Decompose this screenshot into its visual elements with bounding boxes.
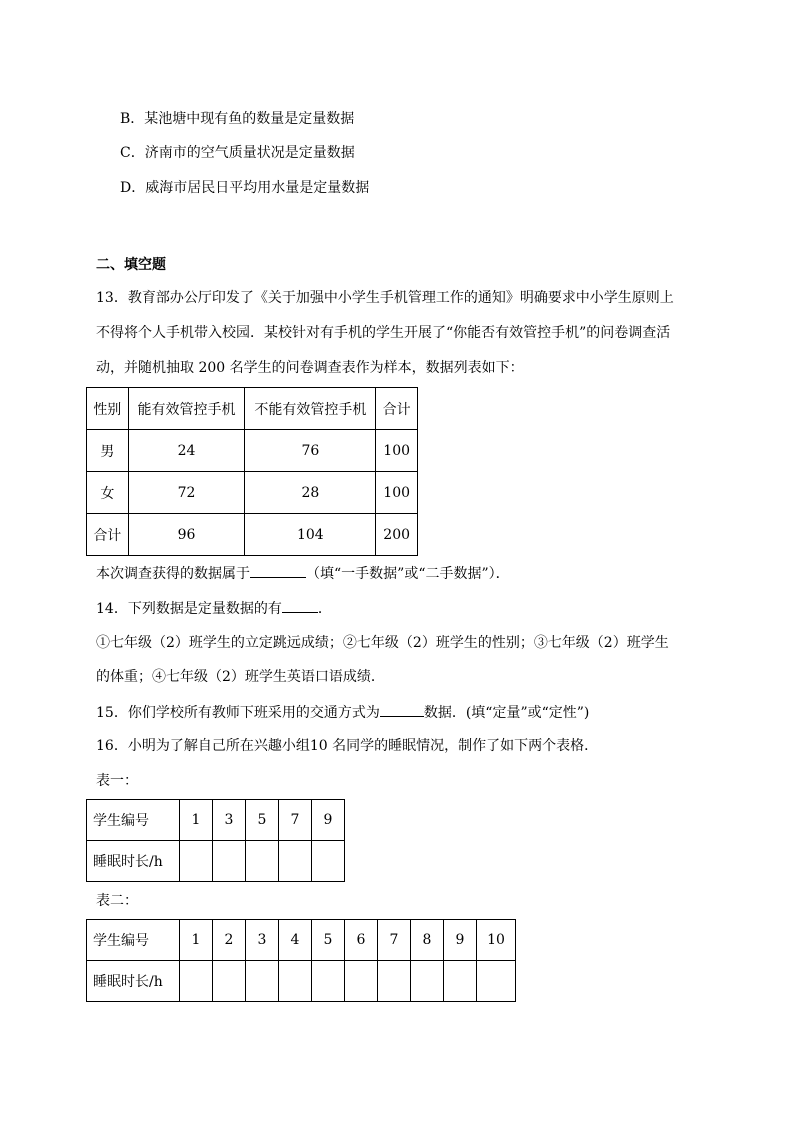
table1-caption: 表一：: [96, 773, 138, 789]
option-c: C．济南市的空气质量状况是定量数据: [120, 145, 355, 161]
option-d: D．威海市居民日平均用水量是定量数据: [120, 180, 370, 196]
q13-text-before: 本次调查获得的数据属于: [96, 566, 250, 582]
empty-cell: [180, 841, 213, 882]
student-id-cell: 6: [345, 920, 378, 961]
table-row: [87, 800, 345, 841]
table-header-row: [87, 388, 418, 430]
table-row: [87, 472, 418, 514]
q15-line: [96, 702, 589, 723]
table-cell: 200: [376, 514, 418, 556]
table-row: [87, 920, 516, 961]
table-header: 性别: [87, 388, 129, 430]
empty-cell: [279, 841, 312, 882]
section-title: 二、填空题: [96, 257, 166, 273]
q15-text-before: 15．你们学校所有教师下班采用的交通方式为: [96, 705, 380, 721]
table-header: 不能有效管控手机: [245, 388, 376, 430]
table-cell: 28: [245, 472, 376, 514]
empty-cell: [378, 961, 411, 1002]
table-cell: 男: [87, 430, 129, 472]
student-id-cell: 5: [312, 920, 345, 961]
empty-cell: [411, 961, 444, 1002]
student-id-cell: 2: [213, 920, 246, 961]
empty-cell: [213, 961, 246, 1002]
empty-cell: [246, 961, 279, 1002]
table-cell: 100: [376, 472, 418, 514]
student-id-cell: 9: [312, 800, 345, 841]
answer-blank[interactable]: [250, 563, 306, 578]
student-id-cell: 7: [378, 920, 411, 961]
student-id-cell: 10: [477, 920, 516, 961]
table2-caption: 表二：: [96, 893, 138, 909]
student-id-cell: 9: [444, 920, 477, 961]
table-cell: 100: [376, 430, 418, 472]
table-header: 合计: [376, 388, 418, 430]
q15-text-after: 数据．(填“定量”或“定性”): [423, 705, 590, 721]
q14-text-after: ．: [317, 601, 332, 617]
student-id-cell: 3: [246, 920, 279, 961]
option-b: B．某池塘中现有鱼的数量是定量数据: [120, 111, 355, 127]
empty-cell: [246, 841, 279, 882]
answer-blank[interactable]: [282, 598, 318, 613]
table-row: [87, 841, 345, 882]
q14-line-2: ①七年级（2）班学生的立定跳远成绩；②七年级（2）班学生的性别；③七年级（2）班学生: [96, 635, 669, 651]
student-id-cell: 5: [246, 800, 279, 841]
q13-line-1: 13．教育部办公厅印发了《关于加强中小学生手机管理工作的通知》明确要求中小学生原则上: [96, 290, 674, 306]
table-cell: 72: [128, 472, 245, 514]
table-cell: 24: [128, 430, 245, 472]
row-label: 睡眠时长/h: [87, 841, 180, 882]
q13-text-after: （填“一手数据”或“二手数据”）．: [306, 566, 510, 582]
sleep-table-2: [86, 919, 516, 1002]
empty-cell: [444, 961, 477, 1002]
empty-cell: [279, 961, 312, 1002]
q13-question: [96, 563, 510, 584]
empty-cell: [180, 961, 213, 1002]
q13-line-2: 不得将个人手机带入校园．某校针对有手机的学生开展了“你能否有效管控手机”的问卷调查活: [96, 325, 671, 341]
table-cell: 合计: [87, 514, 129, 556]
table-cell: 女: [87, 472, 129, 514]
empty-cell: [477, 961, 516, 1002]
empty-cell: [345, 961, 378, 1002]
empty-cell: [213, 841, 246, 882]
student-id-cell: 7: [279, 800, 312, 841]
student-id-cell: 3: [213, 800, 246, 841]
student-id-cell: 4: [279, 920, 312, 961]
table-row: [87, 961, 516, 1002]
row-label: 学生编号: [87, 800, 180, 841]
table-row: [87, 430, 418, 472]
q14-text-before: 14．下列数据是定量数据的有: [96, 601, 282, 617]
q14-line-3: 的体重；④七年级（2）班学生英语口语成绩．: [96, 669, 385, 685]
table-cell: 96: [128, 514, 245, 556]
row-label: 学生编号: [87, 920, 180, 961]
student-id-cell: 1: [180, 920, 213, 961]
survey-table: [86, 387, 418, 556]
q14-line-1: [96, 598, 332, 619]
empty-cell: [312, 961, 345, 1002]
sleep-table-1: [86, 799, 345, 882]
table-cell: 104: [245, 514, 376, 556]
table-row: [87, 514, 418, 556]
student-id-cell: 8: [411, 920, 444, 961]
row-label: 睡眠时长/h: [87, 961, 180, 1002]
table-header: 能有效管控手机: [128, 388, 245, 430]
empty-cell: [312, 841, 345, 882]
q16-line-1: 16．小明为了解自己所在兴趣小组10 名同学的睡眠情况，制作了如下两个表格．: [96, 738, 599, 754]
table-cell: 76: [245, 430, 376, 472]
student-id-cell: 1: [180, 800, 213, 841]
answer-blank[interactable]: [380, 702, 424, 717]
q13-line-3: 动，并随机抽取 200 名学生的问卷调查表作为样本，数据列表如下：: [96, 360, 524, 376]
